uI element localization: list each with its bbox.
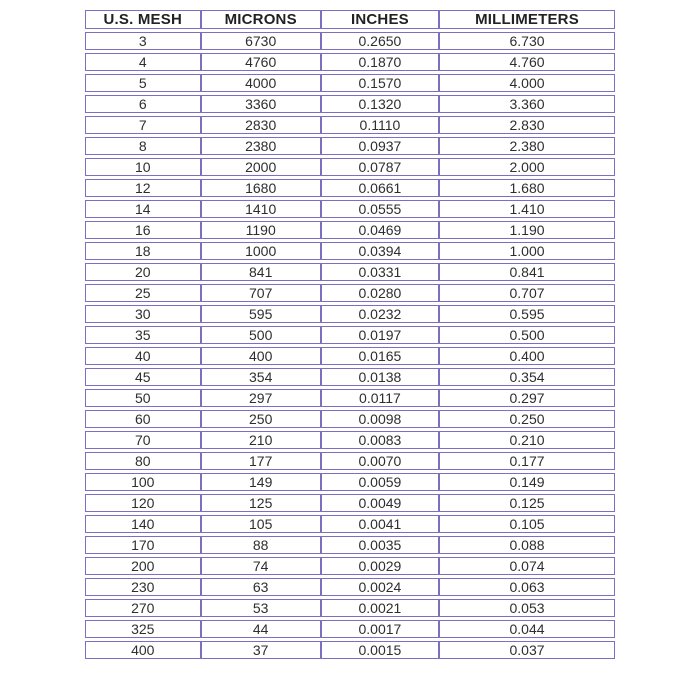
cell-us-mesh: 4 (85, 53, 201, 71)
cell-microns: 105 (201, 515, 321, 533)
cell-inches: 0.0197 (321, 326, 439, 344)
column-header-microns: MICRONS (201, 10, 321, 29)
cell-inches: 0.1110 (321, 116, 439, 134)
cell-inches: 0.0049 (321, 494, 439, 512)
cell-millimeters: 0.125 (439, 494, 615, 512)
cell-millimeters: 0.088 (439, 536, 615, 554)
cell-inches: 0.0024 (321, 578, 439, 596)
cell-inches: 0.0041 (321, 515, 439, 533)
cell-microns: 400 (201, 347, 321, 365)
cell-us-mesh: 270 (85, 599, 201, 617)
table-row (85, 410, 615, 428)
cell-inches: 0.0138 (321, 368, 439, 386)
cell-us-mesh: 35 (85, 326, 201, 344)
cell-microns: 707 (201, 284, 321, 302)
cell-inches: 0.0280 (321, 284, 439, 302)
cell-microns: 177 (201, 452, 321, 470)
cell-microns: 2380 (201, 137, 321, 155)
cell-microns: 37 (201, 641, 321, 659)
cell-microns: 210 (201, 431, 321, 449)
cell-inches: 0.0035 (321, 536, 439, 554)
cell-us-mesh: 170 (85, 536, 201, 554)
table-row (85, 179, 615, 197)
cell-us-mesh: 140 (85, 515, 201, 533)
table-row (85, 95, 615, 113)
table-row (85, 263, 615, 281)
cell-millimeters: 0.037 (439, 641, 615, 659)
table-row (85, 431, 615, 449)
cell-millimeters: 1.190 (439, 221, 615, 239)
cell-microns: 88 (201, 536, 321, 554)
cell-millimeters: 1.000 (439, 242, 615, 260)
cell-us-mesh: 80 (85, 452, 201, 470)
table-row (85, 74, 615, 92)
table-header-row (85, 10, 615, 29)
cell-microns: 6730 (201, 32, 321, 50)
table-row (85, 473, 615, 491)
cell-millimeters: 2.830 (439, 116, 615, 134)
cell-inches: 0.0937 (321, 137, 439, 155)
cell-us-mesh: 3 (85, 32, 201, 50)
cell-us-mesh: 8 (85, 137, 201, 155)
cell-us-mesh: 200 (85, 557, 201, 575)
cell-millimeters: 0.250 (439, 410, 615, 428)
cell-us-mesh: 20 (85, 263, 201, 281)
cell-us-mesh: 18 (85, 242, 201, 260)
cell-millimeters: 0.177 (439, 452, 615, 470)
cell-millimeters: 0.063 (439, 578, 615, 596)
mesh-conversion-table (85, 7, 615, 662)
table-row (85, 515, 615, 533)
table-row (85, 326, 615, 344)
cell-inches: 0.1570 (321, 74, 439, 92)
cell-inches: 0.0059 (321, 473, 439, 491)
cell-millimeters: 0.707 (439, 284, 615, 302)
cell-millimeters: 3.360 (439, 95, 615, 113)
cell-inches: 0.0661 (321, 179, 439, 197)
cell-us-mesh: 230 (85, 578, 201, 596)
cell-microns: 53 (201, 599, 321, 617)
cell-microns: 500 (201, 326, 321, 344)
cell-inches: 0.0070 (321, 452, 439, 470)
cell-millimeters: 0.400 (439, 347, 615, 365)
cell-inches: 0.0232 (321, 305, 439, 323)
table-row (85, 305, 615, 323)
cell-inches: 0.0083 (321, 431, 439, 449)
cell-microns: 63 (201, 578, 321, 596)
table-row (85, 641, 615, 659)
table-row (85, 242, 615, 260)
cell-us-mesh: 50 (85, 389, 201, 407)
cell-inches: 0.0469 (321, 221, 439, 239)
cell-inches: 0.1320 (321, 95, 439, 113)
cell-inches: 0.0021 (321, 599, 439, 617)
cell-us-mesh: 25 (85, 284, 201, 302)
cell-inches: 0.0117 (321, 389, 439, 407)
cell-us-mesh: 5 (85, 74, 201, 92)
cell-us-mesh: 45 (85, 368, 201, 386)
cell-millimeters: 0.297 (439, 389, 615, 407)
cell-inches: 0.0331 (321, 263, 439, 281)
cell-millimeters: 0.053 (439, 599, 615, 617)
cell-millimeters: 6.730 (439, 32, 615, 50)
cell-inches: 0.0017 (321, 620, 439, 638)
column-header-us-mesh: U.S. MESH (85, 10, 201, 29)
cell-microns: 1410 (201, 200, 321, 218)
cell-inches: 0.0029 (321, 557, 439, 575)
cell-us-mesh: 40 (85, 347, 201, 365)
table-row (85, 137, 615, 155)
cell-millimeters: 0.354 (439, 368, 615, 386)
cell-microns: 74 (201, 557, 321, 575)
cell-inches: 0.2650 (321, 32, 439, 50)
cell-microns: 250 (201, 410, 321, 428)
cell-us-mesh: 12 (85, 179, 201, 197)
cell-us-mesh: 10 (85, 158, 201, 176)
cell-millimeters: 2.380 (439, 137, 615, 155)
cell-millimeters: 2.000 (439, 158, 615, 176)
cell-microns: 2000 (201, 158, 321, 176)
cell-inches: 0.0787 (321, 158, 439, 176)
column-header-millimeters: MILLIMETERS (439, 10, 615, 29)
cell-us-mesh: 30 (85, 305, 201, 323)
table-row (85, 620, 615, 638)
table-row (85, 53, 615, 71)
cell-us-mesh: 60 (85, 410, 201, 428)
cell-millimeters: 1.680 (439, 179, 615, 197)
table-row (85, 494, 615, 512)
cell-us-mesh: 14 (85, 200, 201, 218)
cell-microns: 2830 (201, 116, 321, 134)
cell-microns: 1680 (201, 179, 321, 197)
table-row (85, 284, 615, 302)
cell-inches: 0.0015 (321, 641, 439, 659)
cell-millimeters: 0.105 (439, 515, 615, 533)
cell-millimeters: 0.500 (439, 326, 615, 344)
table-row (85, 389, 615, 407)
cell-us-mesh: 100 (85, 473, 201, 491)
table-row (85, 536, 615, 554)
cell-inches: 0.0394 (321, 242, 439, 260)
cell-inches: 0.0098 (321, 410, 439, 428)
table-row (85, 200, 615, 218)
cell-millimeters: 0.074 (439, 557, 615, 575)
cell-microns: 4760 (201, 53, 321, 71)
cell-us-mesh: 7 (85, 116, 201, 134)
cell-millimeters: 0.044 (439, 620, 615, 638)
table-row (85, 599, 615, 617)
cell-millimeters: 0.595 (439, 305, 615, 323)
cell-us-mesh: 120 (85, 494, 201, 512)
cell-microns: 1000 (201, 242, 321, 260)
table-row (85, 452, 615, 470)
cell-microns: 595 (201, 305, 321, 323)
cell-microns: 841 (201, 263, 321, 281)
cell-microns: 149 (201, 473, 321, 491)
cell-us-mesh: 70 (85, 431, 201, 449)
cell-microns: 1190 (201, 221, 321, 239)
table-body (85, 32, 615, 659)
cell-millimeters: 4.760 (439, 53, 615, 71)
table-row (85, 158, 615, 176)
cell-us-mesh: 400 (85, 641, 201, 659)
cell-millimeters: 4.000 (439, 74, 615, 92)
table-row (85, 221, 615, 239)
cell-us-mesh: 6 (85, 95, 201, 113)
cell-inches: 0.1870 (321, 53, 439, 71)
table-row (85, 368, 615, 386)
table-row (85, 116, 615, 134)
cell-microns: 354 (201, 368, 321, 386)
cell-us-mesh: 16 (85, 221, 201, 239)
cell-millimeters: 0.210 (439, 431, 615, 449)
cell-us-mesh: 325 (85, 620, 201, 638)
cell-microns: 297 (201, 389, 321, 407)
table-row (85, 32, 615, 50)
cell-microns: 125 (201, 494, 321, 512)
cell-inches: 0.0165 (321, 347, 439, 365)
cell-millimeters: 0.149 (439, 473, 615, 491)
table-row (85, 347, 615, 365)
cell-microns: 44 (201, 620, 321, 638)
cell-millimeters: 0.841 (439, 263, 615, 281)
table-row (85, 578, 615, 596)
mesh-conversion-table-container (85, 7, 615, 662)
cell-millimeters: 1.410 (439, 200, 615, 218)
table-row (85, 557, 615, 575)
cell-inches: 0.0555 (321, 200, 439, 218)
cell-microns: 4000 (201, 74, 321, 92)
column-header-inches: INCHES (321, 10, 439, 29)
cell-microns: 3360 (201, 95, 321, 113)
